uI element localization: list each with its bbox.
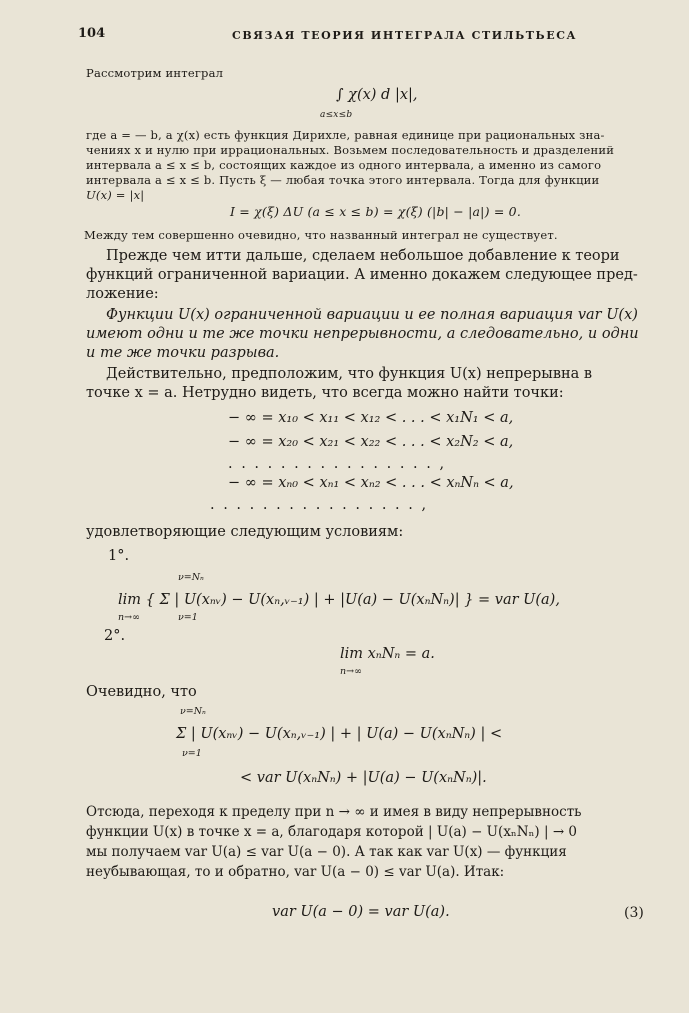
small-para-line: где a = — b, а χ(x) есть функция Дирихле, равная единице при рациональных зна- [86, 128, 605, 142]
condition-1-formula: lim { Σ | U(xₙᵥ) − U(xₙ,ᵥ₋₁) | + |U(a) − U(xₙNₙ)| } = var U(a), [118, 592, 560, 608]
small-formula: I = χ(ξ) ΔU (a ≤ x ≤ b) = χ(ξ) (|b| − |a|) = 0. [230, 204, 522, 219]
page-number: 104 [78, 26, 106, 41]
condition-1-sum-lower: ν=1 [178, 612, 198, 623]
sequence-line: − ∞ = x₂₀ < x₂₁ < x₂₂ < . . . < x₂N₂ < a, [228, 434, 514, 450]
condition-2-label: 2°. [104, 628, 126, 644]
sequence-dots: . . . . . . . . . . . . . . . . , [210, 497, 429, 513]
condition-1-sum-upper: ν=Nₙ [178, 572, 204, 583]
body-line: Прежде чем итти дальше, сделаем небольшое добавление к теори [106, 248, 620, 264]
body-line: функций ограниченной вариации. А именно докажем следующее пред- [86, 267, 638, 283]
small-para-line: интервала a ≤ x ≤ b. Пусть ξ — любая точка этого интервала. Тогда для функции [86, 173, 600, 187]
body-line: ложение: [86, 286, 159, 302]
small-conclusion: Между тем совершенно очевидно, что названный интеграл не существует. [84, 228, 558, 242]
body-line: Отсюда, переходя к пределу при n → ∞ и имея в виду непрерывность [86, 804, 582, 820]
condition-2-lim-sub: n→∞ [340, 666, 362, 677]
sequence-line: − ∞ = x₁₀ < x₁₁ < x₁₂ < . . . < x₁N₁ < a, [228, 410, 514, 426]
equation-number: (3) [624, 905, 644, 921]
body-line: точке x = a. Нетрудно видеть, что всегда можно найти точки: [86, 385, 564, 401]
conditions-intro: удовлетворяющие следующим условиям: [86, 524, 404, 540]
body-line: Действительно, предположим, что функция U(x) непрерывна в [106, 366, 593, 382]
inequality-sum-lower: ν=1 [182, 748, 202, 759]
theorem-line: Функции U(x) ограниченной вариации и ее полная вариация var U(x) [106, 307, 638, 323]
small-para-line: U(x) = |x| [86, 188, 145, 202]
inequality-line-1: Σ | U(xₙᵥ) − U(xₙ,ᵥ₋₁) | + | U(a) − U(xₙNₙ) | < [176, 726, 503, 742]
sequence-dots: . . . . . . . . . . . . . . . . , [228, 456, 447, 472]
condition-1-lim-sub: n→∞ [118, 612, 140, 623]
small-integral-formula: ∫ χ(x) d |x|, [336, 87, 418, 103]
body-line: функции U(x) в точке x = a, благодаря которой | U(a) − U(xₙNₙ) | → 0 [86, 824, 578, 840]
inequality-line-2: < var U(xₙNₙ) + |U(a) − U(xₙNₙ)|. [240, 770, 487, 786]
obviously-line: Очевидно, что [86, 684, 197, 700]
sequence-line: − ∞ = xₙ₀ < xₙ₁ < xₙ₂ < . . . < xₙNₙ < a, [228, 475, 514, 491]
small-integral-limits: a≤x≤b [320, 110, 353, 120]
condition-1-label: 1°. [108, 548, 130, 564]
body-line: мы получаем var U(a) ≤ var U(a − 0). А так как var U(x) — функция [86, 844, 567, 860]
small-intro-line: Рассмотрим интеграл [86, 66, 224, 80]
small-para-line: чениях x и нулю при иррациональных. Возьмем последовательность и дразделений [86, 143, 615, 157]
final-formula: var U(a − 0) = var U(a). [272, 904, 450, 920]
running-title: СВЯЗАЯ ТЕОРИЯ ИНТЕГРАЛА СТИЛЬТЬЕСА [232, 29, 578, 42]
theorem-line: имеют одни и те же точки непрерывности, а следовательно, и одни [86, 326, 639, 342]
small-para-line: интервала a ≤ x ≤ b, состоящих каждое из одного интервала, а именно из самого [86, 158, 602, 172]
body-line: неубывающая, то и обратно, var U(a − 0) ≤ var U(a). Итак: [86, 864, 505, 880]
theorem-line: и те же точки разрыва. [86, 345, 280, 361]
condition-2-formula: lim xₙNₙ = a. [340, 646, 435, 662]
inequality-sum-upper: ν=Nₙ [180, 706, 206, 717]
